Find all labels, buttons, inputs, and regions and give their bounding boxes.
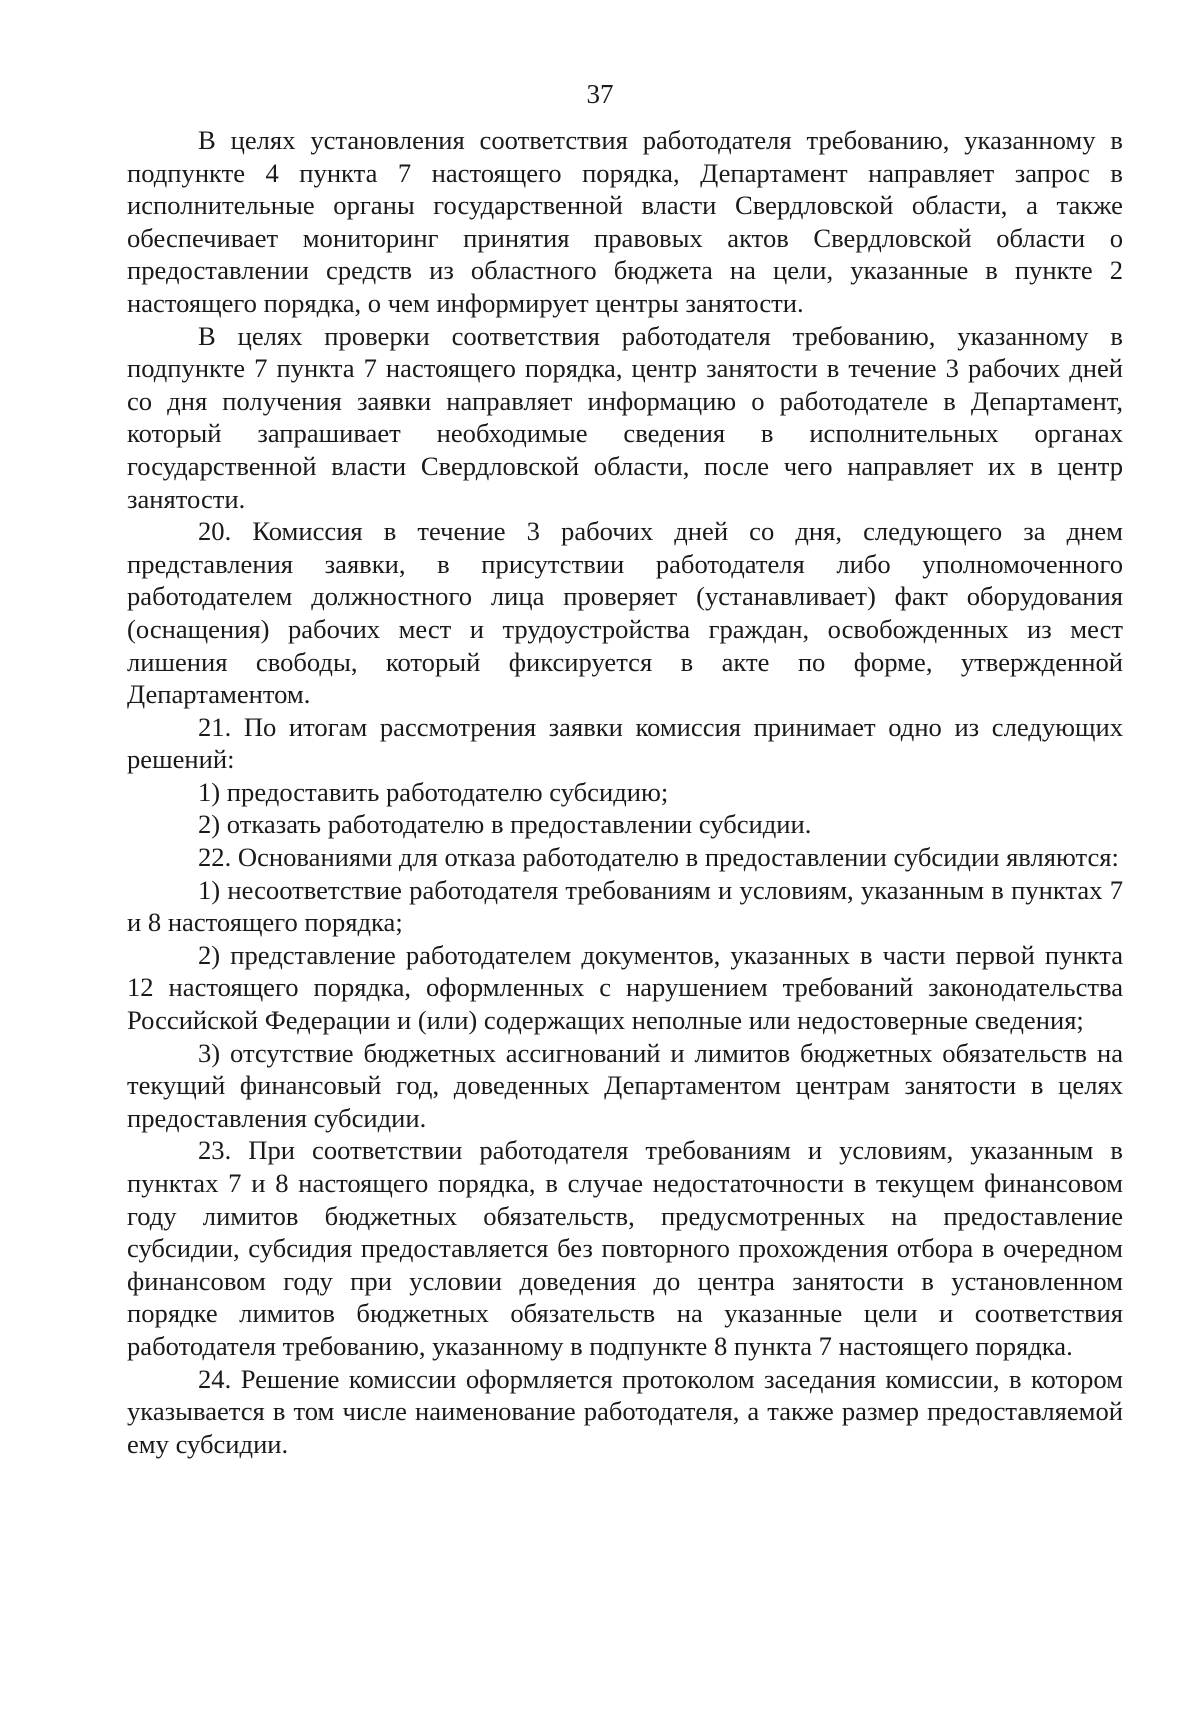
list-item-grant-subsidy: 1) предоставить работодателю субсидию; (198, 776, 669, 807)
list-item-refusal-reason-2: 2) представление работодателем документов, указанных в части первой пункта 12 настоящего порядка, оформленных с нарушением требований законодательства Российской Федерации и (или) содержащих неполные или недостоверные сведения; (127, 939, 1123, 1036)
paragraph-clause-21: 21. По итогам рассмотрения заявки комиссия принимает одно из следующих решений: (127, 711, 1123, 775)
paragraph-clause-20: 20. Комиссия в течение 3 рабочих дней со дня, следующего за днем представления заявки, в присутствии работодателя либо уполномоченного работодателем должностного лица проверяет (устанавливает) факт оборудования (оснащения) рабочих мест и трудоустройства граждан, освобожденных из мест лишения свободы, который фиксируется в акте по форме, утвержденной Департаментом. (127, 516, 1123, 710)
paragraph-verification-check: В целях проверки соответствия работодателя требованию, указанному в подпункте 7 пункта 7 настоящего порядка, центр занятости в течение 3 рабочих дней со дня получения заявки направляет информацию о работодателе в Департамент, который запрашивает необходимые сведения в исполнительных органах государственной власти Свердловской области, после чего направляет их в центр занятости. (127, 320, 1123, 514)
paragraph-clause-23: 23. При соответствии работодателя требованиям и условиям, указанным в пунктах 7 и 8 настоящего порядка, в случае недостаточности в текущем финансовом году лимитов бюджетных обязательств, предусмотренных на предоставление субсидии, субсидия предоставляется без повторного прохождения отбора в очередном финансовом году при условии доведения до центра занятости в установленном порядке лимитов бюджетных обязательств на указанные цели и соответствия работодателя требованию, указанному в подпункте 8 пункта 7 настоящего порядка. (127, 1135, 1123, 1361)
paragraph-verification-request: В целях установления соответствия работодателя требованию, указанному в подпункте 4 пункта 7 настоящего порядка, Департамент направляет запрос в исполнительные органы государственной власти Свердловской области, а также обеспечивает мониторинг принятия правовых актов Свердловской области о предоставлении средств из областного бюджета на цели, указанные в пункте 2 настоящего порядка, о чем информирует центры занятости. (127, 125, 1123, 318)
document-body (127, 124, 1123, 1460)
list-item-refusal-reason-3: 3) отсутствие бюджетных ассигнований и лимитов бюджетных обязательств на текущий финансовый год, доведенных Департаментом центрам занятости в целях предоставления субсидии. (127, 1037, 1123, 1133)
page-number: 37 (586, 79, 614, 109)
list-item-refuse-subsidy: 2) отказать работодателю в предоставлении субсидии. (198, 809, 812, 840)
list-item-refusal-reason-1: 1) несоответствие работодателя требованиям и условиям, указанным в пунктах 7 и 8 настоящего порядка; (127, 874, 1123, 938)
paragraph-clause-24: 24. Решение комиссии оформляется протоколом заседания комиссии, в котором указывается в том числе наименование работодателя, а также размер предоставляемой ему субсидии. (127, 1363, 1123, 1459)
paragraph-clause-22: 22. Основаниями для отказа работодателю в предоставлении субсидии являются: (198, 842, 1119, 873)
